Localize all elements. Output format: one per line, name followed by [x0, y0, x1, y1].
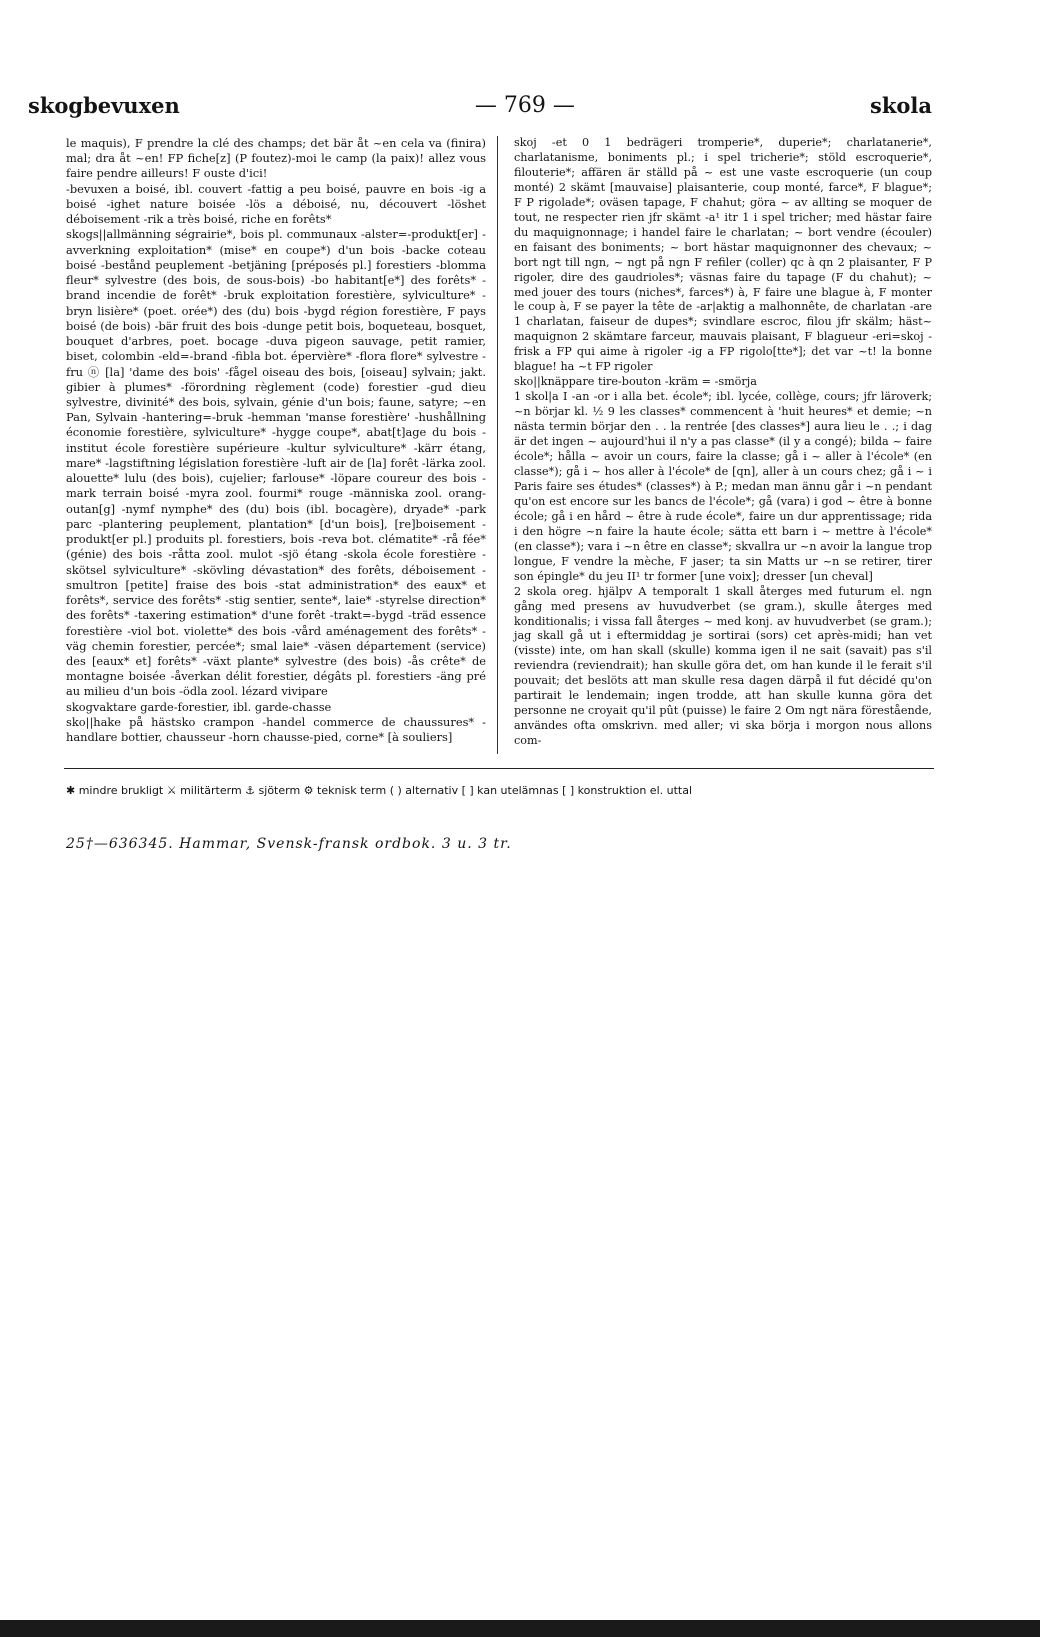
entry-skoknappare: sko||knäppare tire-bouton -kräm = -smörja [514, 375, 757, 389]
entry-skohake: sko||hake på hästsko crampon -handel commerce de chaussures* -handlare bottier, chausseur -horn chausse-pied, corne* [à souliers] [66, 714, 486, 745]
column-divider [497, 136, 498, 754]
printer-imprint: 25†—636345. Hammar, Svensk-fransk ordbok. 3 u. 3 tr. [66, 836, 512, 852]
entry-skogvaktare: skogvaktare garde-forestier, ibl. garde-chasse [66, 699, 332, 714]
entry-skoj: skoj -et 0 1 bedrägeri tromperie*, duperie*; charlatanerie*, charlatanisme, boniments pl.; i spel tricherie*; stöld escroquerie*, filouterie*; affären är ställd på ~ est une vaste escroquerie (un coup monté) 2 skämt [mauvaise] plaisanterie, coup monté, farce*, F blague*; F P rigolade*; oväsen tapage, F chahut; göra ~ av allting se moquer de tout, ne respecter rien jfr skämt -a¹ itr 1 i spel tricher; med hästar faire du maquignonnage; i handel faire le charlatan; ~ bort vendre (écouler) en faisant des boniments; ~ bort hästar maquignonner des chevaux; ~ bort ngt till ngn, ~ ngt på ngn F refiler (coller) qc à qn 2 plaisanter, F P rigoler, dire des gaudrioles*; väsnas faire du tapage (F du chahut); ~ med jouer des tours (niches*, farces*) à, F faire une blague à, F monter le coup à, F se payer la tête de -ar|aktig a malhonnête, de charlatan -are 1 charlatan, faiseur de dupes*; svindlare escroc, filou jfr skälm; häst~ maquignon 2 skämtare farceur, mauvais plaisant, F blagueur -eri=skoj -frisk a FP qui aime à rigoler -ig a FP rigolo[tte*]; det var ~t! la bonne blague! ha ~t FP rigoler [514, 136, 932, 374]
entry-skogsallmanning: skogs||allmänning ségrairie*, bois pl. communaux -alster=-produkt[er] -avverkning exploitation* (mise* en coupe*) d'un bois -backe coteau boisé -bestånd peuplement -betjäning [préposés pl.] forestiers -blomma fleur* sylvestre (des bois, de sous-bois) -bo habitant[e*] des forêts* -brand incendie de forêt* -bruk exploitation forestière, sylviculture* -bryn lisière* (poet. orée*) des (du) bois -bygd région forestière, F pays boisé (de bois) -bär fruit des bois -dunge petit bois, boqueteau, bosquet, bouquet d'arbres, poet. bocage -duva pigeon sauvage, petit ramier, biset, colombin -eld=-brand -fibla bot. épervière* -flora flore* sylvestre -fru ⓝ [la] 'dame des bois' -fågel oiseau des bois, [oiseau] sylvain; jakt. gibier à plumes* -förordning règlement (code) forestier -gud dieu sylvestre, divinité* des bois, sylvain, génie d'un bois; faune, satyre; ~en Pan, Sylvain -hantering=-bruk -hemman 'manse forestière' -hushållning économie forestière, sylviculture* -hygge coupe*, abat[t]age du bois -institut école forestière supérieure -kultur sylviculture* -kärr étang, mare* -lagstiftning législation forestière -luft air de [la] forêt -lärka zool. alouette* lulu (des bois), cujelier; farlouse* -löpare coureur des bois -mark terrain boisé -myra zool. fourmi* rouge -människa zool. orang-outan[g] -nymf nymphe* des (du) bois (ibl. bocagère), dryade* -park parc -plantering peuplement, plantation* [d'un bois], [re]boisement -produkt[er pl.] produits pl. forestiers, bois -reva bot. clématite* -rå fée* (génie) des bois -råtta zool. mulot -sjö étang -skola école forestière -skötsel sylviculture* -skövling dévastation* des forêts, déboisement -smultron [petite] fraise des bois -stat administration* des eaux* et forêts*, service des forêts* -stig sentier, sente*, laie* -styrelse direction* des forêts* -taxering estimation* d'une forêt -trakt=-bygd -träd essence forestière -viol bot. violette* des bois -vård aménagement des forêts* -väg chemin forestier, percée*; smal laie* -väsen département (service) des [eaux* et] forêts* -växt plante* sylvestre (des bois) -ås crête* de montagne boisée -åverkan délit forestier, dégâts pl. forestiers -äng pré au milieu d'un bois -ödla zool. lézard vivipare [66, 227, 486, 699]
left-column [66, 136, 486, 745]
entry-skola-1: 1 skol|a I -an -or i alla bet. école*; ibl. lycée, collège, cours; jfr läroverk; ~n börjar kl. ½ 9 les classes* commencent à 'huit heures* et demie; ~n nästa termin börjar den . . la rentrée [des classes*] aura lieu le . .; i dag är det ingen ~ aujourd'hui il n'y a pas classe* (il y a congé); bilda ~ faire école*; hålla ~ avoir un cours, faire la classe; gå i ~ aller à l'école* (en classe*); gå i ~ hos aller à l'école* de [qn], aller à un cours chez; gå i ~ i Paris faire ses études* (classes*) à P.; medan man ännu går i ~n pendant qu'on est encore sur les bancs de l'école*; gå (vara) i god ~ être à bonne école; gå i en hård ~ être à rude école*, faire un dur apprentissage; rida i den högre ~n faire la haute école; sätta ett barn i ~ mettre à l'école* (en classe*); vara i ~n être en classe*; skvallra ur ~n avoir la langue trop longue, F vendre la mèche, F jaser; ta sin Matts ur ~n se retirer, tirer son épingle* du jeu II¹ tr former [une voix]; dresser [un cheval] [514, 390, 932, 583]
running-head [28, 88, 932, 122]
header-left-word: skogbevuxen [28, 92, 180, 118]
entry-skog-continuation: le maquis), F prendre la clé des champs; det bär åt ~en cela va (finira) mal; dra åt ~en! FP fiche[z] (P foutez)-moi le camp (la paix)! allez vous faire pendre ailleurs! F ouste d'ici! [66, 136, 486, 181]
entry-skola-2: 2 skola oreg. hjälpv A temporalt 1 skall återges med futurum el. ngn gång med presens av huvudverbet (se gram.), skulle återges med konditionalis; i vissa fall återges ~ med konj. av huvudverbet (se gram.); jag skall gå ut i eftermiddag je sortirai (sors) cet après-midi; han vet (visste) inte, om han skall (skulle) komma igen il ne sait (savait) pas s'il reviendra (reviendrait); han skulle göra det, om han kunde il le ferait s'il pouvait; det beslöts att man skulle resa dagen därpå il fut décidé qu'on partirait le lendemain; ingen trodde, att han skulle kunna göra det personne ne croyait qu'il pût (puisse) le faire 2 Om ngt nära förestående, användes ofta omskrivn. med aller; vi ska börja i morgon nous allons com- [514, 584, 932, 748]
scan-edge [0, 1620, 1040, 1637]
page-number: — 769 — [474, 92, 575, 118]
header-right-word: skola [870, 92, 932, 118]
entry-skogbevuxen: -bevuxen a boisé, ibl. couvert -fattig a peu boisé, pauvre en bois -ig a boisé -ighet nature boisée -lös a déboisé, nu, découvert -löshet déboisement -rik a très boisé, riche en forêts* [66, 181, 486, 227]
symbol-legend: ✱ mindre brukligt ⚔ militärterm ⚓ sjöterm ⚙ teknisk term ( ) alternativ [ ] kan utelämnas [ ] konstruktion el. uttal [66, 784, 693, 797]
footer-rule [64, 768, 934, 769]
right-column [514, 136, 932, 749]
